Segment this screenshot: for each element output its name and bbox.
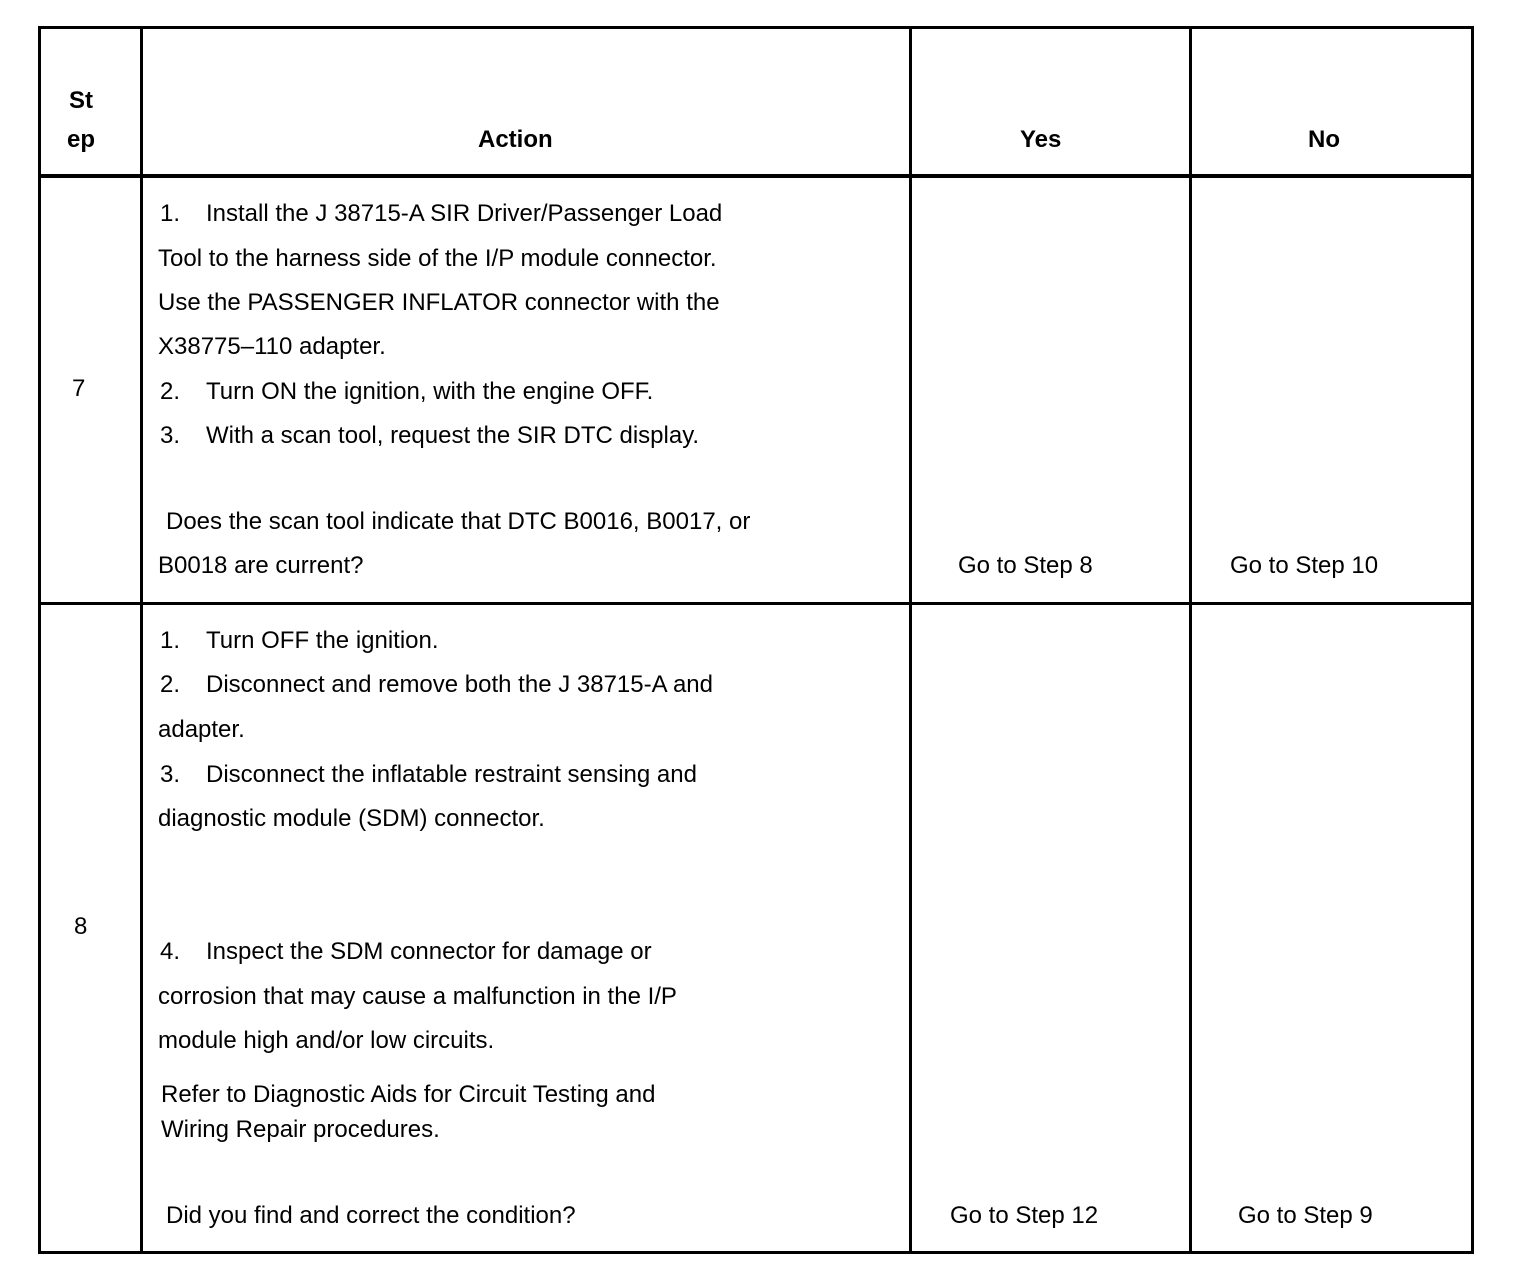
table-border-right: [1471, 26, 1474, 1254]
row8-action-line: corrosion that may cause a malfunction in the I/P: [158, 983, 677, 1010]
row7-action-line: X38775–110 adapter.: [158, 333, 386, 360]
row8-question-line: Did you find and correct the condition?: [166, 1202, 576, 1229]
row7-step: 7: [72, 375, 86, 402]
row8-no-result: Go to Step 9: [1238, 1202, 1373, 1229]
column-divider-action: [909, 26, 912, 1254]
row8-action-line: 2. Disconnect and remove both the J 38715-A and: [160, 671, 713, 698]
row8-step: 8: [74, 913, 88, 940]
row8-action-line: 3. Disconnect the inflatable restraint sensing and: [160, 761, 697, 788]
row8-action-line: adapter.: [158, 716, 245, 743]
diagnostic-table: [38, 26, 1474, 1254]
row7-action-line: Use the PASSENGER INFLATOR connector with the: [158, 289, 720, 316]
header-action: Action: [478, 126, 553, 153]
row7-action-line: 3. With a scan tool, request the SIR DTC display.: [160, 422, 700, 449]
table-border-top: [38, 26, 1474, 29]
row7-yes-result: Go to Step 8: [958, 552, 1093, 579]
row8-action-line: module high and/or low circuits.: [158, 1027, 495, 1054]
header-step-line2: ep: [67, 126, 96, 153]
row8-note-line: Wiring Repair procedures.: [161, 1116, 440, 1143]
table-border-left: [38, 26, 41, 1254]
row8-action-line: 4. Inspect the SDM connector for damage or: [160, 938, 652, 965]
row8-action-line: diagnostic module (SDM) connector.: [158, 805, 545, 832]
row7-action-line: 2. Turn ON the ignition, with the engine OFF.: [160, 378, 654, 405]
header-no: No: [1308, 126, 1340, 153]
row7-action-line: 1. Install the J 38715-A SIR Driver/Passenger Load: [160, 200, 723, 227]
row7-action-line: Tool to the harness side of the I/P module connector.: [158, 245, 717, 272]
row-divider: [38, 602, 1474, 605]
column-divider-step: [140, 26, 143, 1254]
header-step-line1: St: [69, 87, 93, 114]
column-divider-yes: [1189, 26, 1192, 1254]
row8-yes-result: Go to Step 12: [950, 1202, 1099, 1229]
header-yes: Yes: [1020, 126, 1062, 153]
row7-question-line: Does the scan tool indicate that DTC B0016, B0017, or: [166, 508, 751, 535]
table-border-bottom: [38, 1251, 1474, 1254]
header-divider: [38, 174, 1474, 178]
row7-question-line: B0018 are current?: [158, 552, 364, 579]
row8-action-line: 1. Turn OFF the ignition.: [160, 627, 439, 654]
row8-note-line: Refer to Diagnostic Aids for Circuit Testing and: [161, 1081, 656, 1108]
row7-no-result: Go to Step 10: [1230, 552, 1379, 579]
